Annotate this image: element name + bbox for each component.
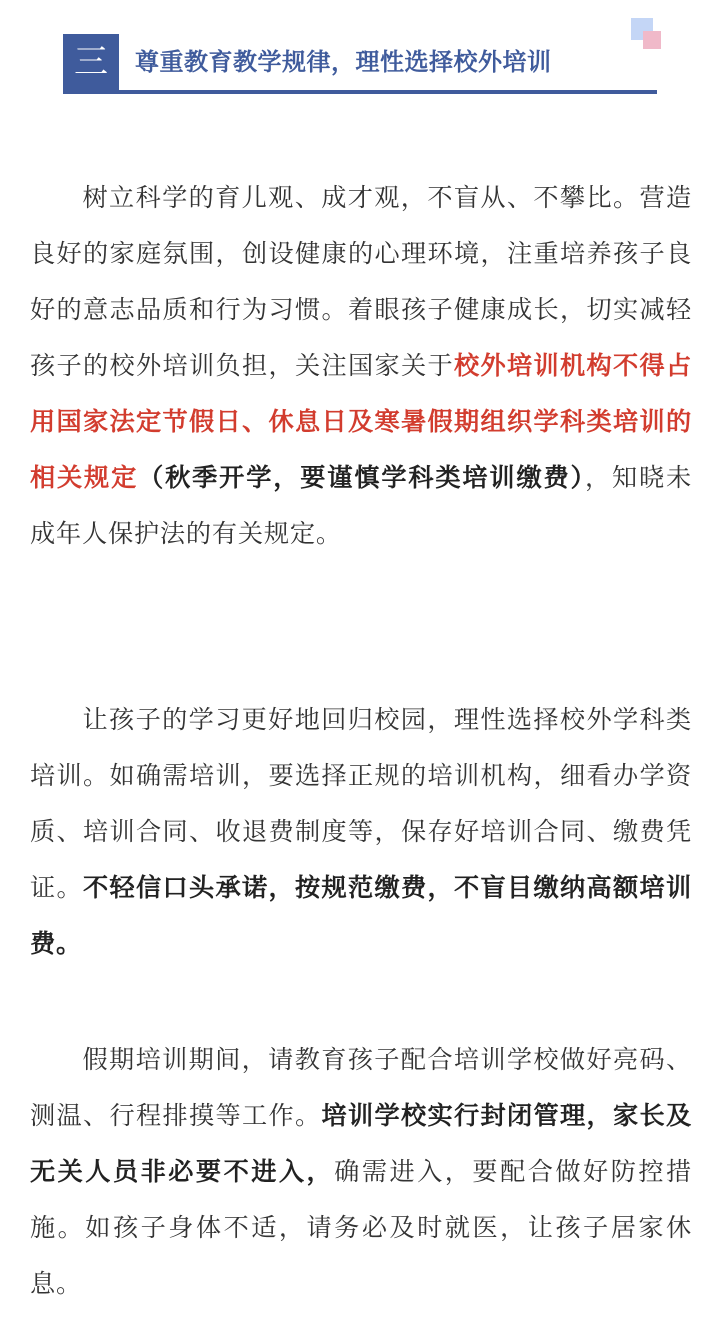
decorative-square-pink	[643, 31, 661, 49]
text-segment: 确需进入，要配合做好防控措施。如孩子身体不适，请务必及时就医，让孩子居家休息。	[30, 1157, 692, 1298]
bold-warning-text: 不轻信口头承诺，按规范缴费，不盲目缴纳高额培训费。	[30, 873, 692, 958]
text-segment: 假期培训期间，请教育孩子配合培训学校做好亮码、测温、行程排摸等工作。	[30, 1045, 692, 1130]
paragraph-holiday-training	[30, 1032, 692, 1312]
text-segment: 让孩子的学习更好地回归校园，理性选择校外学科类培训。如确需培训，要选择正规的培训机构，细看办学资质、培训合同、收退费制度等，保存好培训合同、缴费凭证。	[30, 705, 692, 902]
bold-management-text: 培训学校实行封闭管理，家长及无关人员非必要不进入，	[30, 1101, 692, 1186]
header-underline	[63, 90, 657, 94]
paragraph-rational-choice	[30, 692, 692, 972]
section-header	[63, 34, 657, 95]
bold-note-text: （秋季开学，要谨慎学科类培训缴费）	[138, 463, 585, 492]
text-segment: ，知晓未成年人保护法的有关规定。	[30, 463, 693, 548]
section-title: 尊重教育教学规律，理性选择校外培训	[135, 48, 552, 76]
section-number-badge: 三	[63, 34, 119, 90]
paragraph-parenting-views	[30, 170, 692, 562]
text-segment: 树立科学的育儿观、成才观，不盲从、不攀比。营造良好的家庭氛围，创设健康的心理环境，注重培养孩子良好的意志品质和行为习惯。着眼孩子健康成长，切实减轻孩子的校外培训负担，关注国家关于	[30, 183, 692, 380]
highlighted-regulation-text: 校外培训机构不得占用国家法定节假日、休息日及寒暑假期组织学科类培训的相关规定	[30, 351, 692, 492]
